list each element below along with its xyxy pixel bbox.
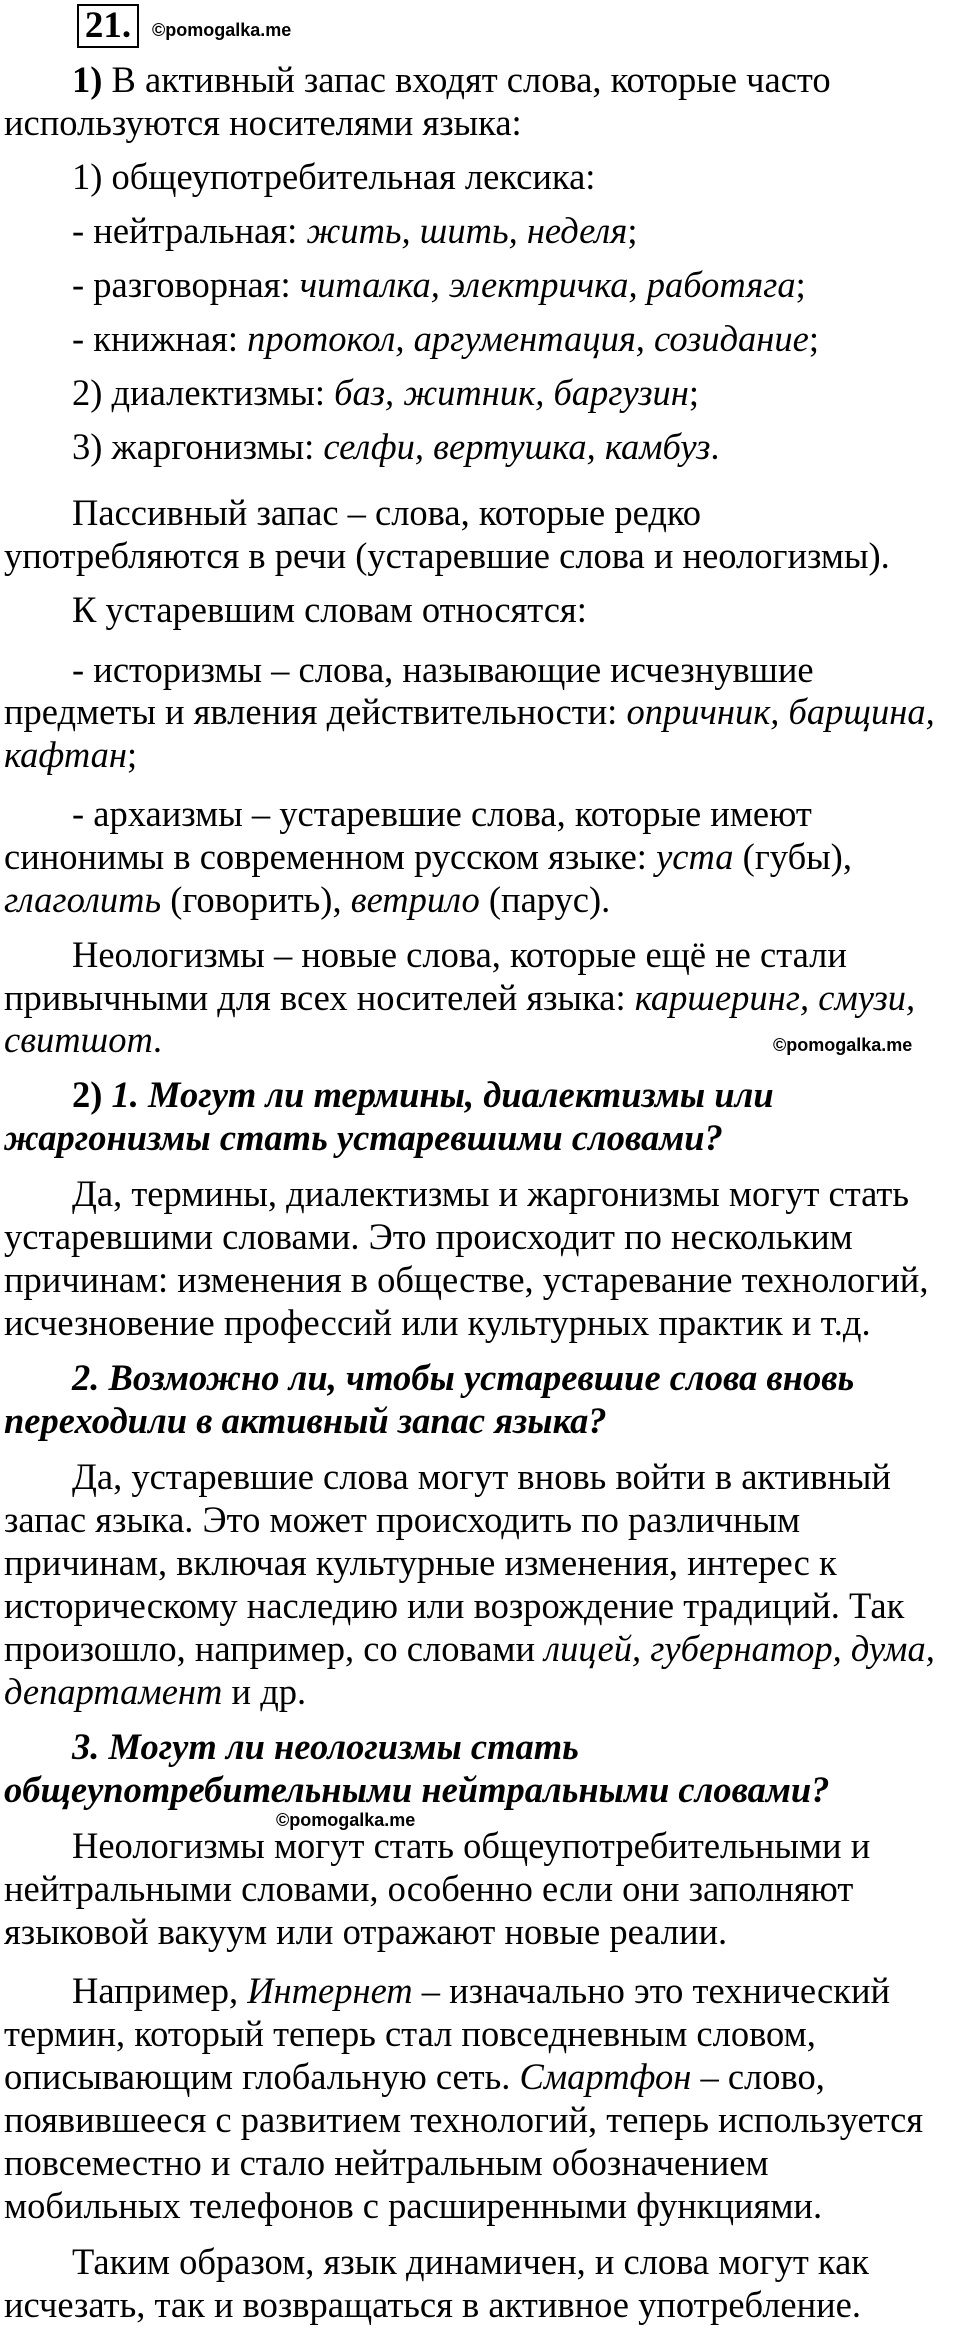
example-line-1: Например, Интернет – изначально это технический <box>72 1970 891 2011</box>
question-1-line-2: жаргонизмы стать устаревшими словами? <box>4 1117 723 1158</box>
section-2-marker: 2) <box>72 1074 103 1115</box>
answer-2-line-2: запас языка. Это может происходить по различным <box>4 1499 801 1540</box>
answer-2-line-5: произошло, например, со словами лицей, губернатор, дума, <box>4 1628 935 1669</box>
archaisms-line-2: синонимы в современном русском языке: уста (губы), <box>4 836 852 877</box>
obsolete-intro: К устаревшим словам относятся: <box>72 589 587 630</box>
example-line-4: появившееся с развитием технологий, теперь используется <box>4 2099 924 2140</box>
conclusion-line-2: исчезать, так и возвращаться в активное употребление. <box>4 2284 862 2325</box>
archaisms-line-3: глаголить (говорить), ветрило (парус). <box>4 879 611 920</box>
question-2-line-1: 2. Возможно ли, чтобы устаревшие слова вновь <box>72 1357 855 1398</box>
watermark-lower: ©pomogalka.me <box>276 1810 416 1830</box>
answer-2-line-4: историческому наследию или возрождение традиций. Так <box>4 1585 905 1626</box>
question-3-line-1: 3. Могут ли неологизмы стать <box>72 1726 579 1767</box>
watermark-middle: ©pomogalka.me <box>773 1035 913 1055</box>
task-number: 21. <box>77 4 139 48</box>
section-1-marker: 1) <box>72 59 103 100</box>
neologisms-line-3: свитшот. <box>4 1019 162 1060</box>
jargon-item: 3) жаргонизмы: селфи, вертушка, камбуз. <box>72 426 720 467</box>
intro-line-2: используются носителями языка: <box>4 102 522 143</box>
answer-1-line-3: причинам: изменения в обществе, устаревание технологий, <box>4 1259 929 1300</box>
answer-1-line-2: устаревшими словами. Это происходит по нескольким <box>4 1216 853 1257</box>
question-2-line-2: переходили в активный запас языка? <box>4 1400 607 1441</box>
general-lexicon-title: 1) общеупотребительная лексика: <box>72 156 596 197</box>
neologisms-line-2: привычными для всех носителей языка: каршеринг, смузи, <box>4 977 916 1018</box>
example-line-2: термин, который теперь стал повседневным словом, <box>4 2013 816 2054</box>
neologisms-line-1: Неологизмы – новые слова, которые ещё не стали <box>72 934 847 975</box>
example-line-5: повсеместно и стало нейтральным обозначением <box>4 2142 769 2183</box>
answer-2-line-1: Да, устаревшие слова могут вновь войти в активный <box>72 1456 891 1497</box>
answer-3-line-2: нейтральными словами, особенно если они заполняют <box>4 1868 854 1909</box>
passive-line-2: употребляются в речи (устаревшие слова и неологизмы). <box>4 535 890 576</box>
historisms-line-2: предметы и явления действительности: опричник, барщина, <box>4 691 935 732</box>
answer-2-line-6: департамент и др. <box>4 1671 307 1712</box>
historisms-line-3: кафтан; <box>4 734 138 775</box>
colloquial-item: - разговорная: читалка, электричка, работяга; <box>72 264 806 305</box>
bookish-item: - книжная: протокол, аргументация, созидание; <box>72 318 820 359</box>
example-line-6: мобильных телефонов с расширенными функциями. <box>4 2185 823 2226</box>
answer-3-line-1: Неологизмы могут стать общеупотребительными и <box>72 1825 871 1866</box>
watermark-top: ©pomogalka.me <box>152 20 292 40</box>
answer-1-line-4: исчезновение профессий или культурных практик и т.д. <box>4 1302 871 1343</box>
passive-line-1: Пассивный запас – слова, которые редко <box>72 492 702 533</box>
example-line-3: описывающим глобальную сеть. Смартфон – слово, <box>4 2056 825 2097</box>
answer-1-line-1: Да, термины, диалектизмы и жаргонизмы могут стать <box>72 1173 910 1214</box>
question-1-line-1: 2) 1. Могут ли термины, диалектизмы или <box>72 1074 774 1115</box>
answer-3-line-3: языковой вакуум или отражают новые реалии. <box>4 1911 728 1952</box>
neutral-item: - нейтральная: жить, шить, неделя; <box>72 210 638 251</box>
historisms-line-1: - историзмы – слова, называющие исчезнувшие <box>72 649 814 690</box>
dialect-item: 2) диалектизмы: баз, житник, баргузин; <box>72 372 700 413</box>
archaisms-line-1: - архаизмы – устаревшие слова, которые имеют <box>72 793 812 834</box>
conclusion-line-1: Таким образом, язык динамичен, и слова могут как <box>72 2241 870 2282</box>
question-3-line-2: общеупотребительными нейтральными словами? <box>4 1769 830 1810</box>
answer-2-line-3: причинам, включая культурные изменения, интерес к <box>4 1542 837 1583</box>
intro-line-1: 1) В активный запас входят слова, которые часто <box>72 59 831 100</box>
